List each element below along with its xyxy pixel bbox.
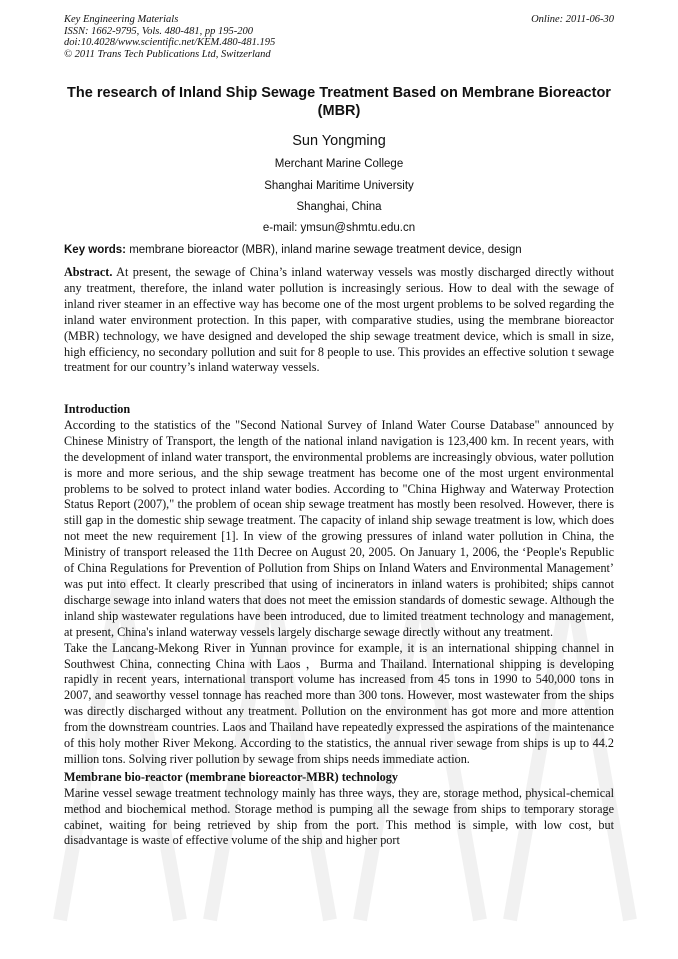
journal-name: Key Engineering Materials [64,14,179,25]
author-email: e-mail: ymsun@shmtu.edu.cn [262,222,416,234]
mbr-paragraph-1: Marine vessel sewage treatment technology mainly has three ways, they are, storage method, physical-chemical method and biochemical method. Storage method is pumping all the sewage from ships to temporary storage cabinet, waiting for being retrieved by ship from the port. This method is simple, with low cost, but disadvantage is waste of effective volume of the ship and higher port [64,785,614,848]
online-date: Online: 2011-06-30 [531,14,614,25]
introduction-paragraph-1: According to the statistics of the "Second National Survey of Inland Water Course Database" announced by Chinese Ministry of Transport, the length of the national inland navigation is 123,400 km. In recent years, with the development of inland water transport, the environmental problems are increasingly obvious, water pollution is more and more serious, and the ship sewage treatment has become one of the most urgent environmental problems to be solved to protect inland water bodies. According to "China Highway and Waterway Protection Status Report (2007)," the problem of ocean ship sewage treatment has mostly been resolved. However, there is still gap in the domestic ship sewage treatment. The capacity of inland ship sewage treatment is low, which does not meet the new requirement [1]. In view of the growing pressures of inland water pollution in China, the Ministry of transport released the 11th Decree on August 20, 2005. On January 1, 2006, the ‘People's Republic of China Regulations for Prevention of Pollution from Ships on Inland Waters and Environmental Management’ was put into effect. It clearly prescribed that using of incinerators in inland waters is prohibited; ships cannot discharge sewage into inland waters that does not meet the emission standards of domestic sewage. Although the inland ship wastewater regulations have been introduced, due to limited treatment technology and management, at present, China's inland waterway vessels largely discharge sewage directly without any treatment. [64,417,614,639]
copyright-line: © 2011 Trans Tech Publications Ltd, Switzerland [64,48,271,60]
introduction-heading: Introduction [64,402,131,416]
abstract-label: Abstract. [64,265,113,279]
abstract-text: At present, the sewage of China’s inland waterway vessels was mostly discharged directly without any treatment, therefore, the inland water pollution is increasingly serious. How to deal with the sewage of inland river steamer in an effective way has become one of the most urgent problems to be solved regarding the inland water environment protection. In this paper, with comparative studies, using the membrane bioreactor (MBR) technology, we have designed and developed the ship sewage treatment device, which is small in size, high efficiency, no secondary pollution and suit for 8 people to use. This provides an effective solution t sewage treatment for our country’s inland waterway vessels. [64,265,614,375]
paper-title: The research of Inland Ship Sewage Treatment Based on Membrane Bioreactor (MBR) [67,85,611,119]
affiliation-university: Shanghai Maritime University [264,180,414,192]
introduction-section [64,402,614,849]
affiliation-city: Shanghai, China [296,201,382,213]
affiliation-college: Merchant Marine College [274,158,404,170]
issn-line: ISSN: 1662-9795, Vols. 480-481, pp 195-200 [64,25,253,37]
author-name: Sun Yongming [292,133,386,149]
keywords [64,244,614,256]
abstract [64,265,614,376]
introduction-paragraph-2: Take the Lancang-Mekong River in Yunnan province for example, it is an international shipping channel in Southwest China, connecting China with Laos ，Burma and Thailand. International shipping is developing rapidly in recent years, international transport volume has increased from 45 tons in 1990 to 540,000 tons in 2007, and seaworthy vessel tonnage has reached more than 300 tons. However, most wastewater from the ships was directly discharged without any treatment. Pollution on the environment has got more and more attention from the downstream countries. Laos and Thailand have repeatedly expressed the aspirations of the maintenance of this holy mother River Mekong. According to the statistics, the annual river sewage from ships is up to 44.2 million tons. Solving river pollution by sewage from ships needs immediate action. [64,640,614,766]
keywords-text: membrane bioreactor (MBR), inland marine sewage treatment device, design [126,244,522,256]
keywords-label: Key words: [64,244,126,256]
mbr-heading: Membrane bio-reactor (membrane bioreactor-MBR) technology [64,769,398,784]
doi-line: doi:10.4028/www.scientific.net/KEM.480-481.195 [64,37,276,48]
journal-header [64,14,275,60]
